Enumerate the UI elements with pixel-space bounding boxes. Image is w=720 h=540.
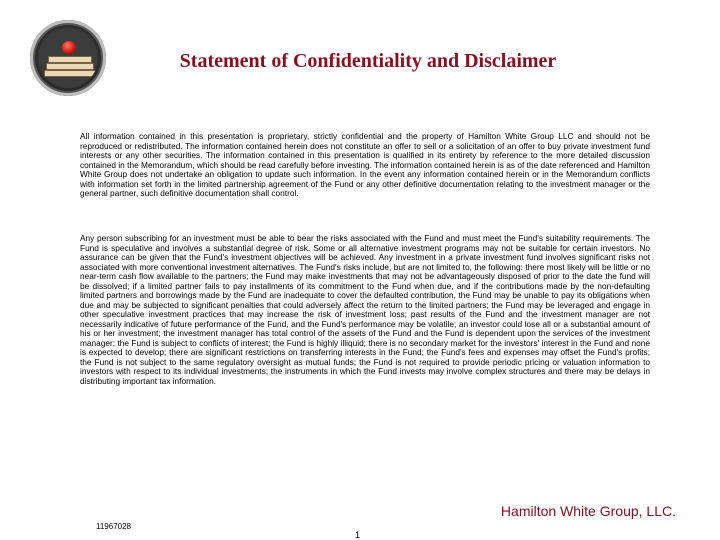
risk-disclaimer-paragraph: Any person subscribing for an investment must be able to bear the risks associated with the Fund and must meet the Fund's suitability requirements. The Fund is speculative and involves a substantial degree of risk. Some or all alternative investment programs may not be suitable for certain investors. No assurance can be given that the Fund's investment objectives will be achieved. Any investment in a private investment fund involves significant risks not associated with more conventional investment alternatives. The Fund's risks include, but are not limited to, the following: there most likely will be little or no near-term cash flow available to the partners; the Fund may make investments that may not be advantageously disposed of prior to the date the fund will be dissolved; if a limited partner fails to pay installments of its commitment to the Fund when due, and if the contributions made by the non-defaulting limited partners and borrowings made by the Fund are inadequate to cover the defaulted contribution, the Fund may be unable to pay its obligations when due and may be subjected to significant penalties that could adversely affect the return to the limited partners; the Fund may be leveraged and engage in other speculative investment practices that may increase the risk of investment loss; past results of the Fund and the investment manager are not necessarily indicative of future performance of the Fund, and the Fund's performance may be volatile; an investor could lose all or a substantial amount of his or her investment; the investment manager has total control of the assets of the Fund and the Fund is dependent upon the services of the investment manager; the Fund is subject to conflicts of interest; the Fund is highly illiquid; there is no secondary market for the investors' interest in the Fund and none is expected to develop; there are significant restrictions on transferring interests in the Fund; the Fund's fees and expenses may offset the Fund's profits; the Fund is not subject to the same regulatory oversight as mutual funds; the Fund is not required to provide periodic pricing or valuation information to investors with respect to its individual investments; the instruments in which the Fund invests may involve complex structures and there may be delays in distributing important tax information. — [80, 233, 650, 386]
confidentiality-paragraph: All information contained in this presentation is proprietary, strictly confidential and the property of Hamilton White Group LLC and should not be reproduced or redistributed. The information contained herein does not constitute an offer to sell or a solicitation of an offer to buy private investment fund interests or any other securities. The information contained in this presentation is qualified in its entirety by reference to the more detailed discussion contained in the Memorandum, which should be read carefully before investing. The information contained herein is as of the date referenced and Hamilton White Group does not undertake an obligation to update such information. In the event any information contained herein or in the Memorandum conflicts with information set forth in the limited partnership agreement of the Fund or any other definitive documentation relating to the investment manager or the general partner, such definitive documentation shall control. — [80, 131, 650, 198]
slide-title: Statement of Confidentiality and Disclaimer — [179, 50, 557, 72]
page-number: 1 — [355, 530, 361, 540]
company-name: Hamilton White Group, LLC. — [500, 503, 676, 519]
document-number: 11967028 — [96, 522, 131, 531]
